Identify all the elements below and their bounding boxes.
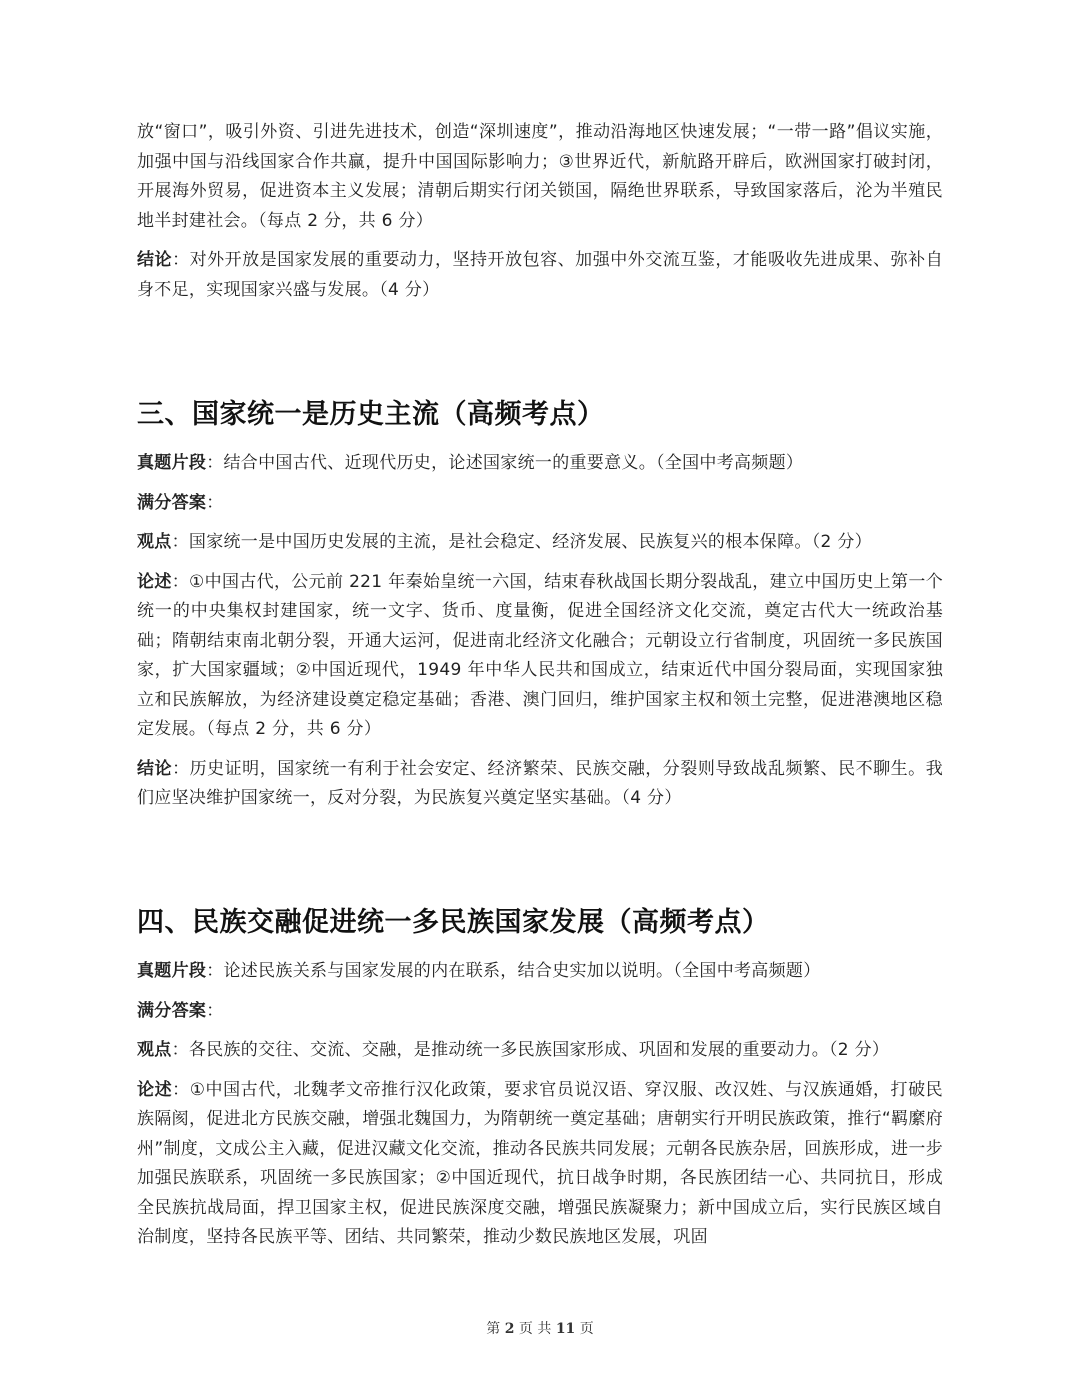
viewpoint-label: 观点: [137, 532, 172, 552]
question-text: ：结合中国古代、近现代历史，论述国家统一的重要意义。（全国中考高频题）: [206, 453, 804, 473]
answer-heading: [137, 997, 943, 1027]
viewpoint-paragraph: [137, 528, 943, 558]
conclusion-text: ：历史证明，国家统一有利于社会安定、经济繁荣、民族交融，分裂则导致战乱频繁、民不聊生。我们应坚决维护国家统一，反对分裂，为民族复兴奠定坚实基础。（4 分）: [137, 758, 943, 808]
section-national-unity: [137, 395, 943, 814]
question-paragraph: [137, 449, 943, 479]
total-page-number: 11: [555, 1321, 576, 1337]
answer-colon: ：: [206, 492, 224, 513]
argument-paragraph: [137, 568, 943, 745]
argument-text: ：①中国古代，北魏孝文帝推行汉化政策，要求官员说汉语、穿汉服、改汉姓、与汉族通婚，打破民族隔阂，促进北方民族交融，增强北魏国力，为隋朝统一奠定基础；唐朝实行开明民族政策，推行“羁縻府州”制度，文成公主入藏，促进汉藏文化交流，推动各民族共同发展；元朝各民族杂居，回族形成，进一步加强民族联系，巩固统一多民族国家；②中国近现代，抗日战争时期，各民族团结一心、共同抗日，形成全民族抗战局面，捍卫国家主权，促进民族深度交融，增强民族凝聚力；新中国成立后，实行民族区域自治制度，坚持各民族平等、团结、共同繁荣，推动少数民族地区发展，巩固: [137, 1079, 943, 1247]
current-page-number: 2: [504, 1321, 515, 1337]
argument-label: 论述: [137, 571, 172, 592]
argument-continuation: 放“窗口”，吸引外资、引进先进技术，创造“深圳速度”，推动沿海地区快速发展；“一带一路”倡议实施，加强中国与沿线国家合作共赢，提升中国国际影响力；③世界近代，新航路开辟后，欧洲国家打破封闭，开展海外贸易，促进资本主义发展；清朝后期实行闭关锁国，隔绝世界联系，导致国家落后，沦为半殖民地半封建社会。（每点 2 分，共 6 分）: [137, 122, 943, 231]
argument-text: ：①中国古代，公元前 221 年秦始皇统一六国，结束春秋战国长期分裂战乱，建立中国历史上第一个统一的中央集权封建国家，统一文字、货币、度量衡，促进全国经济文化交流，奠定古代大一统政治基础；隋朝结束南北朝分裂，开通大运河，促进南北经济文化融合；元朝设立行省制度，巩固统一多民族国家，扩大国家疆域；②中国近现代，1949 年中华人民共和国成立，结束近代中国分裂局面，实现国家独立和民族解放，为经济建设奠定稳定基础；香港、澳门回归，维护国家主权和领土完整，促进港澳地区稳定发展。（每点 2 分，共 6 分）: [137, 571, 943, 739]
page-suffix: 页: [575, 1321, 594, 1337]
page-middle: 页 共: [514, 1321, 556, 1337]
section-heading: 四、民族交融促进统一多民族国家发展（高频考点）: [137, 907, 770, 938]
question-paragraph: [137, 957, 943, 987]
argument-label: 论述: [137, 1079, 173, 1100]
viewpoint-paragraph: [137, 1036, 943, 1066]
answer-label: 满分答案: [137, 1000, 207, 1021]
section-heading: 三、国家统一是历史主流（高频考点）: [137, 399, 605, 430]
section-ethnic-integration: [137, 903, 943, 1253]
page-number-footer: [0, 1318, 1080, 1338]
question-label: 真题片段: [137, 961, 207, 981]
answer-label: 满分答案: [137, 492, 207, 513]
conclusion-label: 结论: [137, 758, 173, 779]
argument-paragraph: [137, 1076, 943, 1253]
question-text: ：论述民族关系与国家发展的内在联系，结合史实加以说明。（全国中考高频题）: [206, 961, 821, 981]
conclusion-paragraph: [137, 755, 943, 814]
conclusion-label: 结论: [137, 250, 173, 270]
viewpoint-text: ：国家统一是中国历史发展的主流，是社会稳定、经济发展、民族复兴的根本保障。（2 分）: [171, 532, 872, 552]
page-prefix: 第: [486, 1321, 505, 1337]
viewpoint-label: 观点: [137, 1040, 172, 1060]
answer-colon: ：: [206, 1000, 224, 1021]
conclusion-paragraph: [137, 246, 943, 305]
question-label: 真题片段: [137, 453, 207, 473]
viewpoint-text: ：各民族的交往、交流、交融，是推动统一多民族国家形成、巩固和发展的重要动力。（2 分）: [171, 1040, 890, 1060]
conclusion-text: ：对外开放是国家发展的重要动力，坚持开放包容、加强中外交流互鉴，才能吸收先进成果、弥补自身不足，实现国家兴盛与发展。（4 分）: [137, 250, 943, 300]
previous-section-continuation: [137, 118, 943, 305]
answer-heading: [137, 489, 943, 519]
